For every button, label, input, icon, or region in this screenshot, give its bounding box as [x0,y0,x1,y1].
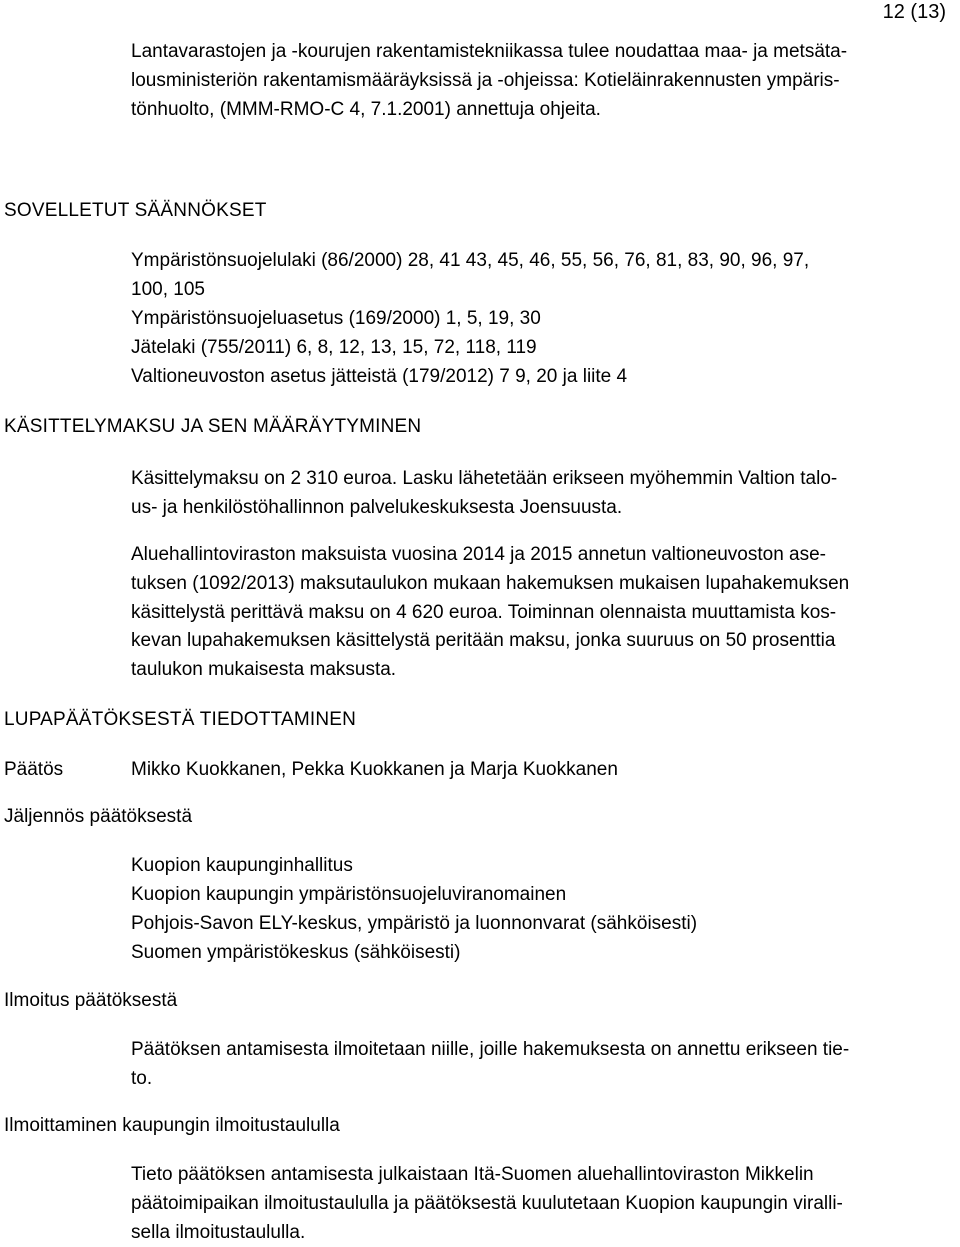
regulation-line: Jätelaki (755/2011) 6, 8, 12, 13, 15, 72, 118, 119 [131,337,537,358]
text-line: lousministeriön rakentamismääräyksissä ja -ohjeissa: Kotieläinrakennusten ympäris- [131,70,840,91]
text-line: tönhuolto, (MMM-RMO-C 4, 7.1.2001) annettuja ohjeita. [131,99,601,120]
list-item: Kuopion kaupungin ympäristönsuojeluviranomainen [131,884,567,905]
list-item: Kuopion kaupunginhallitus [131,855,353,876]
regulation-line: Ympäristönsuojelulaki (86/2000) 28, 41 43, 45, 46, 55, 56, 76, 81, 83, 90, 96, 97, [131,250,810,271]
page-number: 12 (13) [882,1,946,23]
section-heading-sovelletut: SOVELLETUT SÄÄNNÖKSET [4,200,267,221]
ilmoittaminen-label: Ilmoittaminen kaupungin ilmoitustaululla [4,1115,340,1136]
text-line: kevan lupahakemuksen käsittelystä peritään maksu, jonka suuruus on 50 prosenttia [131,630,836,651]
regulation-line: Valtioneuvoston asetus jätteistä (179/2012) 7 9, 20 ja liite 4 [131,366,628,387]
section-heading-tiedottaminen: LUPAPÄÄTÖKSESTÄ TIEDOTTAMINEN [4,709,357,730]
paatos-recipients: Mikko Kuokkanen, Pekka Kuokkanen ja Marja Kuokkanen [131,759,618,780]
regulation-line: 100, 105 [131,279,205,300]
text-line: sella ilmoitustaululla. [131,1222,306,1243]
text-line: Päätöksen antamisesta ilmoitetaan niille, joille hakemuksesta on annettu erikseen tie- [131,1039,850,1060]
text-line: käsittelystä perittävä maksu on 4 620 euroa. Toiminnan olennaista muuttamista kos- [131,602,837,623]
list-item: Pohjois-Savon ELY-keskus, ympäristö ja luonnonvarat (sähköisesti) [131,913,698,934]
text-line: tuksen (1092/2013) maksutaulukon mukaan hakemuksen mukaisen lupahakemuksen [131,573,850,594]
text-line: taulukon mukaisesta maksusta. [131,659,397,680]
text-line: us- ja henkilöstöhallinnon palvelukeskuksesta Joensuusta. [131,497,623,518]
text-line: Aluehallintoviraston maksuista vuosina 2014 ja 2015 annetun valtioneuvoston ase- [131,544,827,565]
text-line: to. [131,1068,153,1089]
text-line: Käsittelymaksu on 2 310 euroa. Lasku lähetetään erikseen myöhemmin Valtion talo- [131,468,838,489]
text-line: päätoimipaikan ilmoitustaululla ja päätöksestä kuulutetaan Kuopion kaupungin viralli- [131,1193,843,1214]
list-item: Suomen ympäristökeskus (sähköisesti) [131,942,461,963]
regulation-line: Ympäristönsuojeluasetus (169/2000) 1, 5, 19, 30 [131,308,541,329]
ilmoitus-label: Ilmoitus päätöksestä [4,990,178,1011]
jaljennos-label: Jäljennös päätöksestä [4,806,193,827]
text-line: Lantavarastojen ja -kourujen rakentamistekniikassa tulee noudattaa maa- ja metsäta- [131,41,848,62]
paatos-label: Päätös [4,759,64,780]
text-line: Tieto päätöksen antamisesta julkaistaan Itä-Suomen aluehallintoviraston Mikkelin [131,1164,814,1185]
section-heading-kasittelymaksu: KÄSITTELYMAKSU JA SEN MÄÄRÄYTYMINEN [4,416,422,437]
